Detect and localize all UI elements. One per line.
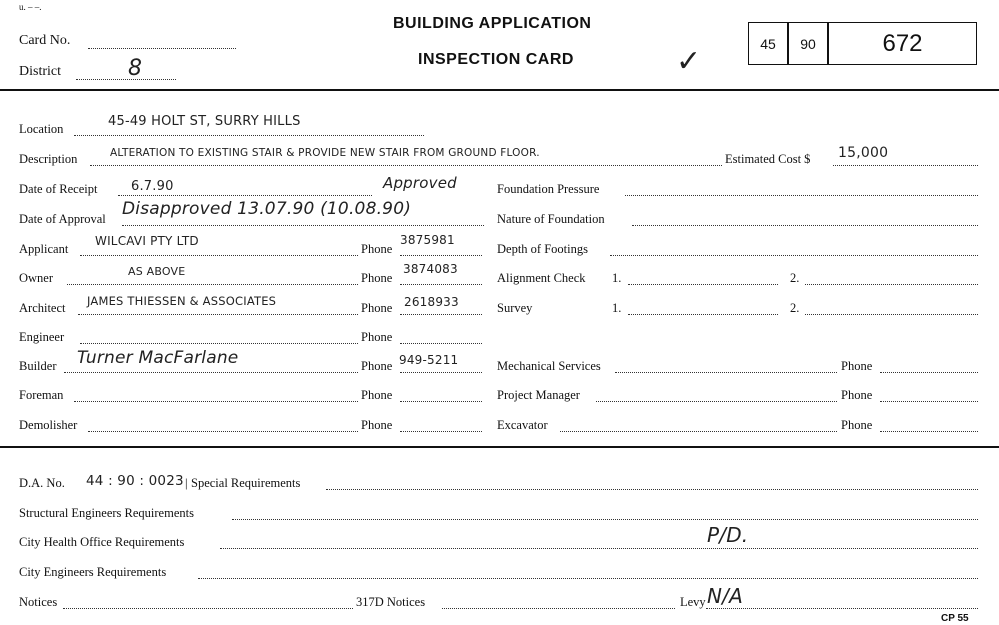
nature-foundation-label: Nature of Foundation <box>497 212 605 226</box>
phone-line-architect <box>400 314 482 315</box>
phone-line-excavator <box>880 431 978 432</box>
district-value: 8 <box>128 56 143 81</box>
phone-line-engineer <box>400 343 482 344</box>
builder-value: Turner MacFarlane <box>77 348 239 368</box>
district-label: District <box>19 64 61 79</box>
mechanical-label: Mechanical Services <box>497 359 601 373</box>
survey-1-label: 1. <box>612 301 622 315</box>
phone-owner: 3874083 <box>403 262 458 276</box>
phone-builder: 949-5211 <box>399 353 459 367</box>
depth-footings-line <box>610 255 978 256</box>
notices-label: Notices <box>19 595 58 609</box>
special-label: Special Requirements <box>191 476 301 490</box>
approved-note: Approved <box>383 174 457 192</box>
builder-line <box>64 372 358 373</box>
phone-label-mechanical: Phone <box>841 359 873 373</box>
nature-foundation-line <box>632 225 978 226</box>
district-line <box>76 79 176 80</box>
est-cost-label: Estimated Cost $ <box>725 152 811 166</box>
description-line <box>90 165 722 166</box>
levy-label: Levy <box>680 595 706 609</box>
owner-value: AS ABOVE <box>128 265 186 278</box>
survey-label: Survey <box>497 301 533 315</box>
file-box-2 <box>788 22 828 65</box>
applicant-value: WILCAVI PTY LTD <box>95 234 199 248</box>
phone-label-excavator: Phone <box>841 418 873 432</box>
da-separator: | <box>185 476 188 490</box>
project-manager-line <box>596 401 837 402</box>
engineer-line <box>80 343 358 344</box>
phone-line-owner <box>400 284 482 285</box>
da-label: D.A. No. <box>19 476 65 490</box>
architect-value: JAMES THIESSEN & ASSOCIATES <box>87 294 277 308</box>
divider-top <box>0 89 999 91</box>
card-no-line <box>88 48 236 49</box>
survey-1-line <box>628 314 778 315</box>
est-cost-line <box>833 165 978 166</box>
architect-line <box>78 314 358 315</box>
phone-label-architect: Phone <box>361 301 393 315</box>
alignment-1-line <box>628 284 778 285</box>
da-value: 44 : 90 : 0023 <box>86 473 184 489</box>
structural-label: Structural Engineers Requirements <box>19 506 194 520</box>
phone-line-builder <box>400 372 482 373</box>
header-small-mark: u. – –. <box>19 2 42 12</box>
receipt-line <box>118 195 372 196</box>
phone-line-demolisher <box>400 431 482 432</box>
phone-label-demolisher: Phone <box>361 418 393 432</box>
phone-label-applicant: Phone <box>361 242 393 256</box>
form-subtitle: INSPECTION CARD <box>418 51 574 68</box>
mechanical-line <box>615 372 837 373</box>
phone-line-pm <box>880 401 978 402</box>
demolisher-line <box>88 431 358 432</box>
file-box-3-value: 672 <box>882 29 923 57</box>
file-box-1-value: 45 <box>760 35 776 52</box>
levy-value: N/A <box>707 584 743 608</box>
approval-value: Disapproved 13.07.90 (10.08.90) <box>122 199 412 219</box>
form-title: BUILDING APPLICATION <box>393 15 592 32</box>
approval-line <box>122 225 484 226</box>
check-mark: ✓ <box>676 44 702 79</box>
builder-label: Builder <box>19 359 57 373</box>
structural-line <box>232 519 978 520</box>
applicant-line <box>80 255 358 256</box>
city-eng-label: City Engineers Requirements <box>19 565 167 579</box>
location-value: 45-49 HOLT ST, SURRY HILLS <box>108 114 301 129</box>
survey-2-line <box>805 314 978 315</box>
alignment-label: Alignment Check <box>497 271 586 285</box>
phone-label-foreman: Phone <box>361 388 393 402</box>
demolisher-label: Demolisher <box>19 418 78 432</box>
description-value: ALTERATION TO EXISTING STAIR & PROVIDE NEW STAIR FROM GROUND FLOOR. <box>110 147 540 159</box>
location-line <box>74 135 424 136</box>
health-value: P/D. <box>707 523 749 547</box>
phone-label-engineer: Phone <box>361 330 393 344</box>
description-label: Description <box>19 152 78 166</box>
notices-317d-label: 317D Notices <box>356 595 426 609</box>
divider-middle <box>0 446 999 448</box>
foreman-label: Foreman <box>19 388 64 402</box>
health-line <box>220 548 978 549</box>
receipt-label: Date of Receipt <box>19 182 98 196</box>
owner-label: Owner <box>19 271 54 285</box>
levy-line <box>706 608 978 609</box>
notices-line <box>63 608 353 609</box>
applicant-label: Applicant <box>19 242 69 256</box>
card-no-label: Card No. <box>19 33 71 48</box>
receipt-value: 6.7.90 <box>131 179 174 194</box>
est-cost-value: 15,000 <box>838 145 889 161</box>
foundation-pressure-line <box>625 195 978 196</box>
health-label: City Health Office Requirements <box>19 535 185 549</box>
engineer-label: Engineer <box>19 330 65 344</box>
foreman-line <box>74 401 358 402</box>
approval-label: Date of Approval <box>19 212 106 226</box>
phone-applicant: 3875981 <box>400 233 455 247</box>
excavator-line <box>560 431 837 432</box>
foundation-pressure-label: Foundation Pressure <box>497 182 600 196</box>
phone-line-applicant <box>400 255 482 256</box>
form-code: CP 55 <box>941 613 969 624</box>
city-eng-line <box>198 578 978 579</box>
phone-line-mechanical <box>880 372 978 373</box>
phone-label-pm: Phone <box>841 388 873 402</box>
architect-label: Architect <box>19 301 66 315</box>
special-line <box>326 489 978 490</box>
alignment-1-label: 1. <box>612 271 622 285</box>
phone-label-builder: Phone <box>361 359 393 373</box>
notices-317d-line <box>442 608 675 609</box>
alignment-2-label: 2. <box>790 271 800 285</box>
phone-label-owner: Phone <box>361 271 393 285</box>
file-box-1 <box>748 22 788 65</box>
phone-architect: 2618933 <box>404 295 459 309</box>
depth-footings-label: Depth of Footings <box>497 242 588 256</box>
alignment-2-line <box>805 284 978 285</box>
owner-line <box>67 284 358 285</box>
survey-2-label: 2. <box>790 301 800 315</box>
file-box-2-value: 90 <box>800 35 816 52</box>
project-manager-label: Project Manager <box>497 388 580 402</box>
file-box-3 <box>828 22 977 65</box>
phone-line-foreman <box>400 401 482 402</box>
location-label: Location <box>19 122 64 136</box>
excavator-label: Excavator <box>497 418 548 432</box>
